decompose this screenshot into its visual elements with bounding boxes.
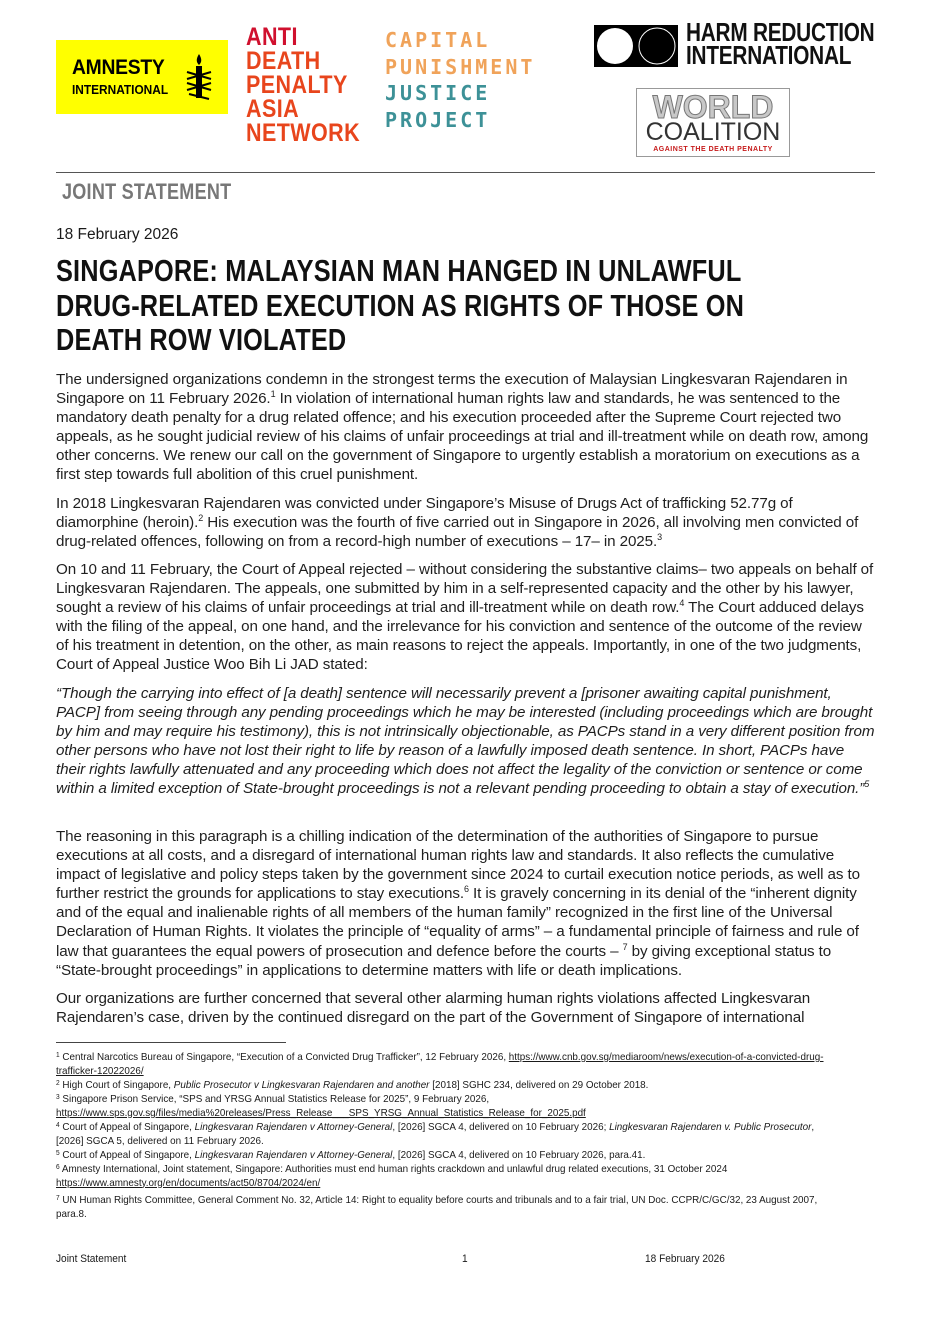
adpan-line: PENALTY	[246, 71, 348, 99]
page-number: 1	[462, 1253, 468, 1265]
paragraph-5	[56, 827, 876, 980]
cpjp-line: PUNISHMENT	[385, 54, 536, 79]
hri-logo-line2: INTERNATIONAL	[686, 40, 852, 70]
hri-logo-line1: HARM REDUCTION	[686, 17, 875, 47]
paragraph-text: by giving exceptional status to “State-brought proceedings” in applications to determine matters with life or death implications.	[56, 942, 832, 979]
footnote-link[interactable]: https://www.cnb.gov.sg/mediaroom/news/execution-of-a-convicted-drug-trafficker-12022026/	[56, 1051, 824, 1077]
footnote-text: Amnesty International, Joint statement, Singapore: Authorities must end human rights crackdown and unlawful drug related executions, 31 October 2024	[61, 1163, 728, 1175]
amnesty-logo-line1: AMNESTY	[72, 56, 165, 79]
footnote-6	[56, 1163, 836, 1190]
footnote-text: High Court of Singapore,	[62, 1079, 174, 1091]
circles-icon	[594, 25, 678, 67]
court-quote	[56, 684, 876, 799]
statement-title: SINGAPORE: MALAYSIAN MAN HANGED IN UNLAWFUL DRUG-RELATED EXECUTION AS RIGHTS OF THOSE ON DEATH ROW VIOLATED	[56, 254, 745, 357]
paragraph-1	[56, 370, 876, 485]
footnote-7	[56, 1194, 836, 1221]
footnote-text: , [2026] SGCA 4, delivered on 10 February 2026, para.41.	[392, 1149, 646, 1161]
footnote-1	[56, 1051, 836, 1078]
world-coalition-logo	[636, 88, 790, 157]
paragraph-text: It is gravely concerning in its denial of the “inherent dignity and of the equal and inalienable rights of all members of the human family” recognized in the first line of the Universal Declaration of Human Rights. It violates the principle of “equality of arms” – a fundamental principle of fairness and rule of law that guarantees the equal powers of prosecution and defence before the courts –	[56, 885, 859, 960]
footnote-2	[56, 1079, 836, 1093]
footnote-ref[interactable]: 5	[864, 779, 870, 790]
footer-date: 18 February 2026	[645, 1253, 725, 1265]
footnote-ref[interactable]: 3	[657, 532, 663, 543]
wcadp-line1: WORLD	[652, 89, 774, 125]
paragraph-text: In 2018 Lingkesvaran Rajendaren was convicted under Singapore’s Misuse of Drugs Act of trafficking 52.77g of diamorphine (heroin).	[56, 495, 793, 532]
footnote-ref[interactable]: 2	[198, 513, 204, 524]
footnote-number: 1	[56, 1052, 60, 1059]
adpan-line: ASIA	[246, 95, 300, 123]
quote-text: “Though the carrying into effect of [a death] sentence will necessarily prevent a [prisoner awaiting capital punishment, PACP] from seeing through any pending proceedings which he may be interested (including proceedings which are brought by him and may require his testimony), this is not intrinsically objectionable, as PACPs stand in a very different position from other persons who have not lost their right to life by reason of a lawfully imposed death sentence. In short, PACPs have their rights lawfully attenuated and any proceeding which does not affect the legality of the conviction or sentence or come within a limited exception of State-brought proceedings is not a relevant pending proceeding to obtain a stay of execution.”	[56, 685, 875, 798]
hri-logo	[686, 17, 875, 70]
footnote-link[interactable]: https://www.amnesty.org/en/documents/act50/8704/2024/en/	[56, 1176, 321, 1189]
candle-barbed-wire-icon	[184, 52, 214, 104]
footnote-text: [2018] SGHC 234, delivered on 29 October 2018.	[429, 1079, 649, 1091]
statement-date: 18 February 2026	[56, 226, 179, 243]
paragraph-text: Our organizations are further concerned that several other alarming human rights violations affected Lingkesvaran Rajendaren’s case, driven by the continued disregard on the part of the Government of Singapore of international	[56, 990, 811, 1027]
footnote-case-name: Lingkesvaran Rajendaren v. Public Prosecutor	[609, 1121, 812, 1133]
document-type-label: JOINT STATEMENT	[62, 179, 232, 204]
footnote-ref[interactable]: 4	[679, 598, 685, 609]
cpjp-logo	[385, 27, 535, 133]
footnote-text: Central Narcotics Bureau of Singapore, “Execution of a Convicted Drug Trafficker”, 12 February 2026,	[62, 1051, 509, 1063]
paragraph-text: On 10 and 11 February, the Court of Appeal rejected – without considering the substantive claims– two appeals on behalf of Lingkesvaran Rajendaren. The appeals, one submitted by him in a self-represented capacity and the other by his lawyer, sought a review of his claims of unfair proceedings at trial and ill-treatment while on death row.	[56, 561, 874, 617]
paragraph-text: His execution was the fourth of five carried out in Singapore in 2026, all involving men convicted of drug-related offences, following on from a record-high number of executions – 17– in 2025.	[56, 514, 859, 551]
paragraph-text: The undersigned organizations condemn in the strongest terms the execution of Malaysian Lingkesvaran Rajendaren in Singapore on 11 February 2026.	[56, 371, 848, 408]
adpan-line: ANTI	[246, 23, 298, 51]
adpan-line: DEATH	[246, 47, 321, 75]
footnote-text: UN Human Rights Committee, General Comment No. 32, Article 14: Right to equality before courts and tribunals and to a fair trial, UN Doc. CCPR/C/GC/32, 23 August 2007, para.8.	[56, 1194, 818, 1220]
footnote-ref[interactable]: 6	[464, 884, 469, 895]
amnesty-logo-line2: INTERNATIONAL	[72, 83, 169, 97]
footnote-text: , [2026] SGCA 4, delivered on 10 February 2026;	[392, 1121, 610, 1133]
footnote-text: Court of Appeal of Singapore,	[62, 1121, 195, 1133]
adpan-logo	[246, 23, 361, 147]
paragraph-2	[56, 494, 876, 551]
footnote-number: 6	[56, 1164, 60, 1171]
footnote-text: Court of Appeal of Singapore,	[62, 1149, 195, 1161]
cpjp-line: PROJECT	[385, 107, 491, 132]
cpjp-line: JUSTICE	[385, 81, 491, 105]
footnote-number: 5	[56, 1150, 60, 1157]
footer-label: Joint Statement	[56, 1253, 127, 1265]
footnote-ref[interactable]: 1	[270, 389, 276, 400]
footnote-link[interactable]: https://www.sps.gov.sg/files/media%20releases/Press_Release___SPS_YRSG_Annual_Statistics_Release_for_2025.pdf	[56, 1106, 586, 1119]
footnote-case-name: Public Prosecutor v Lingkesvaran Rajendaren and another	[173, 1079, 430, 1091]
footnote-case-name: Lingkesvaran Rajendaren v Attorney-General	[194, 1149, 393, 1161]
paragraph-text: The reasoning in this paragraph is a chilling indication of the determination of the authorities of Singapore to pursue executions at all costs, and a disregard of international human rights law and standards. It also reflects the cumulative impact of legislative and policy steps taken by the government since 2024 to curtail execution notice periods, as well as to further restrict the grounds for applications to stay executions.	[56, 828, 860, 903]
paragraph-3	[56, 560, 876, 675]
paragraph-6	[56, 989, 876, 1027]
footnote-case-name: Lingkesvaran Rajendaren v Attorney-General	[194, 1121, 393, 1133]
cpjp-line: CAPITAL	[385, 28, 491, 52]
footnote-3	[56, 1093, 836, 1120]
footnote-4	[56, 1121, 836, 1148]
paragraph-text: In violation of international human rights law and standards, he was sentenced to the mandatory death penalty for a drug related offence; and his execution proceeded after the Supreme Court rejected two appeals, as he sought judicial review of his claims of unfair proceedings at trial and ill-treatment while on death row, among other concerns. We renew our call on the government of Singapore to urgently establish a moratorium on executions as a first step towards full abolition of this cruel punishment.	[56, 390, 869, 484]
footnote-ref[interactable]: 7	[622, 941, 628, 952]
footnote-divider	[56, 1042, 286, 1043]
footnote-number: 4	[56, 1122, 60, 1129]
footnote-number: 3	[56, 1094, 60, 1101]
header-divider	[56, 172, 875, 173]
wcadp-line3: AGAINST THE DEATH PENALTY	[653, 146, 773, 153]
paragraph-text: The Court adduced delays with the filing of the appeal, on one hand, and the irrelevance for his conviction and sentence of the outcome of the review of his treatment in detention, on the other, as main reasons to reject the appeals. Importantly, in one of the two judgments, Court of Appeal Justice Woo Bih Li JAD stated:	[56, 599, 864, 674]
amnesty-logo	[56, 40, 228, 114]
footnote-number: 7	[56, 1195, 60, 1202]
footnote-number: 2	[56, 1080, 60, 1087]
footnote-5	[56, 1149, 836, 1163]
footnote-text: Singapore Prison Service, “SPS and YRSG Annual Statistics Release for 2025”, 9 February 2026,	[62, 1093, 490, 1105]
footnote-text: , [2026] SGCA 5, delivered on 11 February 2026.	[56, 1121, 815, 1147]
adpan-line: NETWORK	[246, 119, 361, 147]
wcadp-line2: COALITION	[645, 118, 781, 146]
